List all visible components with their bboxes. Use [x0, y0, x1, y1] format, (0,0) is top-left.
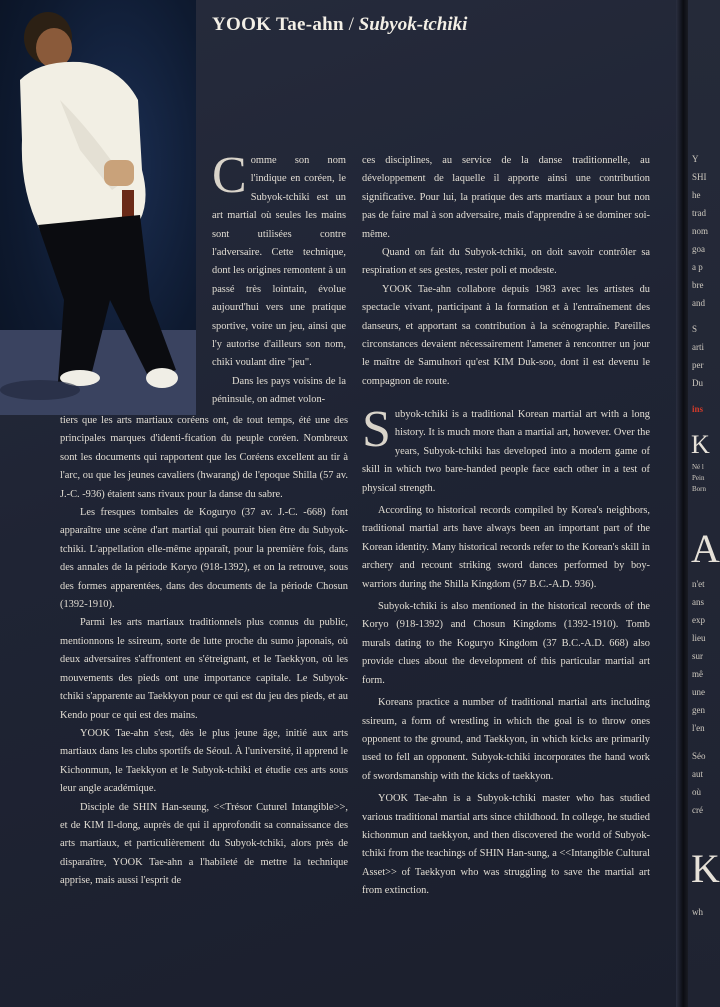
- edge-big-letter: K: [691, 430, 710, 459]
- paragraph: According to historical records compiled by Korea's neighbors, traditional martial arts have always been an important part of the Korean identity. Many historical records refer to the Korean's skill in archery and recount striking sword dances performed by boy-warriors during the Shilla Kingdom (57 B.C.-A.D. 936).: [362, 505, 650, 590]
- edge-line: exp: [692, 615, 705, 625]
- edge-line: nom: [692, 226, 709, 236]
- edge-line: trad: [692, 208, 706, 218]
- english-column: [362, 401, 650, 905]
- paragraph: Parmi les arts martiaux traditionnels plus connus du public, mentionnons le ssireum, sorte de lutte proche du sumo japonais, où deux adversaires s'affrontent en s'étreignant, et le Taekkyon, où les mouvements des pieds ont une importance capitale. Le Subyok-tchiki s'apparente au Taekkyon pour ce qui est du jeu des pieds, et au Kendo pour ce qui est des mains.: [60, 617, 348, 721]
- paragraph: tiers que les arts martiaux coréens ont, de tout temps, été une des principales marques d'identi-fication du peuple coréen. Nombreux sont les documents qui rapportent que les Coréens excellent au tir à l'arc, ou que les jeunes cavaliers (hwarang) de l'epoque Shilla (57 av. J.-C. -936) étaient sans rivaux pour la danse du sabre.: [60, 415, 348, 500]
- martial-artist-photo: [0, 0, 196, 415]
- edge-line: goa: [692, 244, 705, 254]
- adjacent-page-edge: [688, 0, 720, 1007]
- edge-text-block-1: [692, 150, 708, 392]
- edge-line: sur: [692, 651, 703, 661]
- edge-text-block-3: [692, 575, 706, 819]
- edge-line: l'en: [692, 723, 705, 733]
- martial-artist-figure: [0, 0, 196, 415]
- edge-tail: wh: [692, 907, 703, 917]
- edge-line: une: [692, 687, 705, 697]
- edge-line: lieu: [692, 633, 706, 643]
- edge-line: a p: [692, 262, 703, 272]
- paragraph: YOOK Tae-ahn is a Subyok-tchiki master who has studied various traditional martial arts since childhood. In college, he studied kichonmun and taekkyon, and then discovered the world of Subyok-tchiki from the teachings of SHIN Han-sung, a <<Intangible Cultural Asset>> of Taekkyon who was struggling to save the martial art from extinction.: [362, 793, 650, 897]
- edge-line: cré: [692, 805, 703, 815]
- paragraph: YOOK Tae-ahn collabore depuis 1983 avec les artistes du spectacle vivant, participant à la formation et à l'entraînement des danseurs, et apportant sa contribution à la scénographie. Pareilles circonstances devaient nécessairement l'amener à rencontrer un jour le maître de Samulnori qu'est KIM Duk-soo, dont il est devenu le compagnon de route.: [362, 283, 650, 387]
- edge-line: Pein: [692, 474, 705, 482]
- edge-line: où: [692, 787, 701, 797]
- edge-line: S: [692, 324, 698, 334]
- title-separator: /: [343, 14, 359, 35]
- french-intro: [212, 147, 346, 410]
- edge-big-letter: K: [691, 846, 720, 891]
- page-title: [212, 14, 467, 36]
- edge-text-block-2: [692, 462, 706, 495]
- edge-line: and: [692, 298, 705, 308]
- edge-line: he: [692, 190, 701, 200]
- edge-line: Y: [692, 154, 699, 164]
- french-column-right: [362, 152, 650, 391]
- edge-line: ans: [692, 597, 704, 607]
- paragraph: Les fresques tombales de Koguryo (37 av. J.-C. -668) font apparaître une scène d'art martial qui pourrait bien être du Subyok-tchiki. L'appellation elle-même apparaît, pour la première fois, dans des annales de la période Koryo (918-1392), et on la retrouve, sous des formes apparentées, dans des documents de la période Chosun (1392-1910).: [60, 507, 348, 611]
- paragraph: YOOK Tae-ahn s'est, dès le plus jeune âge, initié aux arts martiaux dans les clubs sportifs de Séoul. À l'université, il apprend le Kichonmun, le Taekkyon et le Subyok-tchiki et étudie ces arts sous leur angle académique.: [60, 727, 348, 795]
- paragraph: ces disciplines, au service de la danse traditionnelle, au développement de laquelle il apporte ainsi une contribution significative. Pour lui, la pratique des arts martiaux a pour but non pas de faire mal à son adversaire, mais d'apprendre à se dominer soi-même.: [362, 155, 650, 240]
- page-gutter: [676, 0, 688, 1007]
- dropcap-c: C: [212, 147, 247, 204]
- edge-line: arti: [692, 342, 704, 352]
- paragraph: ubyok-tchiki is a traditional Korean martial art with a long history. It is much more than a martial art, however. Over the years, Subyok-tchiki has developed into a modern game of skill in which two bare-handed people face each other in a test of physical strength.: [362, 409, 650, 494]
- paragraph: Koreans practice a number of traditional martial arts including ssireum, a form of wrestling in which the goal is to throw ones opponent to the ground, and Taekkyon, in which kicks are primarily used to fell an opponent. Subyok-tchiki incorporates the hand work of swordsmanship with the kicks of taekkyon.: [362, 697, 650, 782]
- edge-line: mê: [692, 669, 703, 679]
- edge-big-letter: A: [691, 526, 720, 571]
- title-subtitle: Subyok-tchiki: [358, 14, 468, 35]
- edge-line: gen: [692, 705, 705, 715]
- edge-red-fragment: ins: [692, 404, 704, 414]
- paragraph: Quand on fait du Subyok-tchiki, on doit savoir contrôler sa respiration et ses gestes, rester poli et modeste.: [362, 247, 650, 277]
- edge-line: Séo: [692, 751, 706, 761]
- edge-line: bre: [692, 280, 704, 290]
- paragraph: Disciple de SHIN Han-seung, <<Trésor Cuturel Intangible>>, et de KIM Il-dong, auprès de qui il approfondit sa connaissance des arts martiaux, et particulièrement du Subyok-tchiki, alors près de disparaître, YOOK Tae-ahn a l'habileté de mettre la technique apprise, mais aussi l'esprit de: [60, 801, 348, 887]
- edge-line: aut: [692, 769, 703, 779]
- edge-line: Born: [692, 485, 706, 493]
- intro-paragraph: omme son nom l'indique en coréen, le Subyok-tchiki est un art martial où seules les mains sont utilisées contre l'adversaire. Cette technique, dont les origines remontent à un passé très lointain, évolue aujourd'hui vers une pratique sportive, voire un jeu, ainsi que l'y autorise d'ailleurs son nom, chiki voulant dire "jeu".: [212, 155, 346, 369]
- edge-line: SHI: [692, 172, 707, 182]
- edge-line: per: [692, 360, 704, 370]
- title-name: YOOK Tae-ahn: [212, 14, 344, 35]
- edge-line: Du: [692, 378, 703, 388]
- dropcap-s: S: [362, 401, 391, 458]
- edge-line: n'et: [692, 579, 705, 589]
- intro-continuation: Dans les pays voisins de la péninsule, on admet volon-: [212, 375, 346, 406]
- french-column-left: [60, 412, 348, 891]
- edge-line: Né l: [692, 463, 704, 471]
- paragraph: Subyok-tchiki is also mentioned in the historical records of the Koryo (918-1392) and Chosun Kingdoms (1392-1910). Tomb murals dating to the Koguryo Kingdom (37 B.C.-A.D. 668) also provide clues about the development of this particular martial art form.: [362, 601, 650, 686]
